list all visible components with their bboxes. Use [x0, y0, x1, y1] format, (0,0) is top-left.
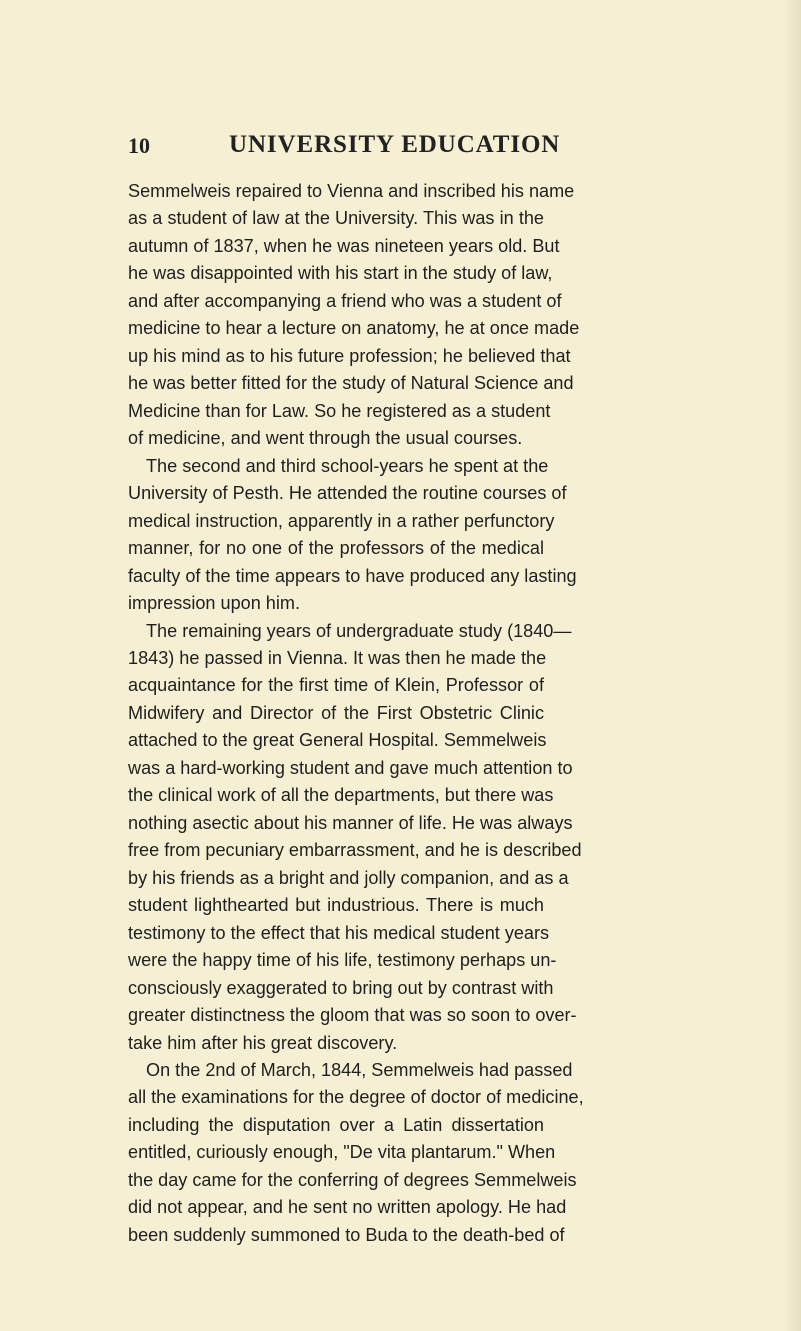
text-line: he was disappointed with his start in the study of law,	[128, 263, 553, 284]
text-line: the clinical work of all the departments, but there was	[128, 785, 554, 806]
text-line: greater distinctness the gloom that was so soon to over-	[128, 1005, 577, 1026]
text-line: 1843) he passed in Vienna. It was then he made the	[128, 647, 547, 668]
text-line: take him after his great discovery.	[128, 1032, 398, 1053]
text-line: were the happy time of his life, testimony perhaps un-	[128, 950, 557, 971]
running-title: UNIVERSITY EDUCATION	[229, 131, 561, 158]
paragraph	[128, 1057, 584, 1249]
text-line: medical instruction, apparently in a rather perfunctory	[128, 510, 555, 531]
text-line: The remaining years of undergraduate study (1840—	[146, 620, 572, 641]
text-line: attached to the great General Hospital. Semmelweis	[128, 730, 547, 751]
text-line: the day came for the conferring of degrees Semmelweis	[128, 1169, 577, 1190]
text-line: student lighthearted but industrious. There is much	[128, 895, 544, 916]
text-line: Medicine than for Law. So he registered as a student	[128, 400, 551, 421]
text-line: been suddenly summoned to Buda to the death-bed of	[128, 1224, 565, 1245]
page-number: 10	[128, 133, 150, 158]
text-line: as a student of law at the University. This was in the	[128, 208, 544, 229]
paragraph	[128, 178, 580, 453]
text-line: entitled, curiously enough, "De vita plantarum." When	[128, 1142, 556, 1163]
text-line: nothing asectic about his manner of life. He was always	[128, 812, 573, 833]
text-line: he was better fitted for the study of Natural Science and	[128, 373, 574, 394]
paragraph	[128, 453, 577, 618]
text-line: medicine to hear a lecture on anatomy, he at once made	[128, 318, 580, 339]
body-text	[128, 178, 584, 1249]
text-line: faculty of the time appears to have produced any lasting	[128, 565, 577, 586]
text-line: autumn of 1837, when he was nineteen years old. But	[128, 235, 560, 256]
text-line: was a hard-working student and gave much attention to	[128, 757, 573, 778]
text-line: of medicine, and went through the usual courses.	[128, 428, 523, 449]
page-edge-shadow	[783, 0, 801, 1331]
text-line: up his mind as to his future profession; he believed that	[128, 345, 571, 366]
text-line: free from pecuniary embarrassment, and he is described	[128, 840, 582, 861]
text-line: University of Pesth. He attended the routine courses of	[128, 483, 567, 504]
page-header	[128, 131, 561, 165]
text-line: Midwifery and Director of the First Obstetric Clinic	[128, 702, 544, 723]
text-line: all the examinations for the degree of doctor of medicine,	[128, 1087, 584, 1108]
text-line: Semmelweis repaired to Vienna and inscribed his name	[128, 181, 575, 201]
text-line: consciously exaggerated to bring out by contrast with	[128, 977, 554, 998]
text-line: impression upon him.	[128, 593, 300, 614]
text-line: including the disputation over a Latin dissertation	[128, 1114, 544, 1135]
text-line: by his friends as a bright and jolly companion, and as a	[128, 867, 569, 888]
text-line: manner, for no one of the professors of the medical	[128, 538, 544, 559]
text-line: and after accompanying a friend who was a student of	[128, 290, 562, 311]
text-line: acquaintance for the first time of Klein, Professor of	[128, 675, 544, 696]
text-line: The second and third school-years he spent at the	[146, 455, 549, 476]
text-line: On the 2nd of March, 1844, Semmelweis had passed	[146, 1060, 573, 1080]
paragraph	[128, 618, 582, 1058]
text-line: did not appear, and he sent no written apology. He had	[128, 1197, 567, 1218]
text-line: testimony to the effect that his medical student years	[128, 922, 550, 943]
